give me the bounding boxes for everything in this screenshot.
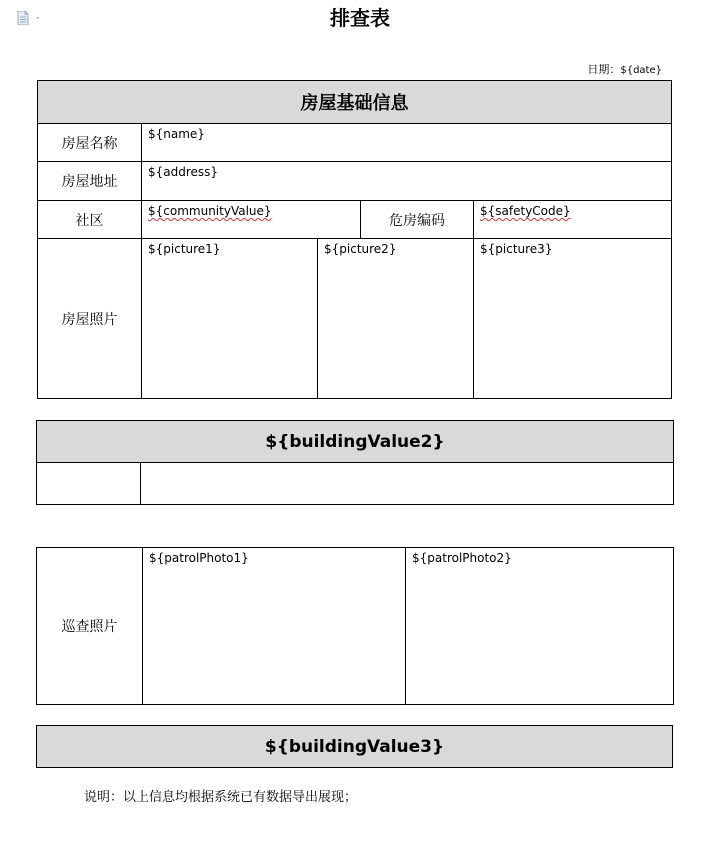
picture1-value: ${picture1} [148, 242, 221, 256]
picture2-cell[interactable] [318, 239, 474, 399]
footnote: 说明：以上信息均根据系统已有数据导出展现； [84, 790, 358, 805]
building2-header: ${buildingValue2} [37, 421, 674, 463]
patrol-photo-label: 巡查照片 [37, 548, 143, 705]
safety-code-label: 危房编码 [361, 201, 474, 239]
patrol-photo-table [36, 547, 674, 705]
page-title: 排查表 [330, 6, 390, 30]
safety-code-value: ${safetyCode} [480, 204, 571, 218]
picture1-cell[interactable] [142, 239, 318, 399]
safety-code-cell[interactable] [474, 201, 672, 239]
picture3-cell[interactable] [474, 239, 672, 399]
house-address-label: 房屋地址 [38, 162, 142, 201]
date-label: 日期： [587, 63, 621, 76]
house-info-table [37, 80, 672, 399]
picture3-value: ${picture3} [480, 242, 553, 256]
patrol-photo1-cell[interactable] [143, 548, 406, 705]
house-address-value: ${address} [148, 165, 219, 179]
patrol-photo2-value: ${patrolPhoto2} [412, 551, 512, 565]
community-value: ${communityValue} [148, 204, 272, 218]
building2-table [36, 420, 674, 505]
community-label: 社区 [38, 201, 142, 239]
house-name-label: 房屋名称 [38, 124, 142, 162]
house-photo-label: 房屋照片 [38, 239, 142, 399]
house-name-value: ${name} [148, 127, 205, 141]
house-name-cell[interactable] [142, 124, 672, 162]
patrol-photo1-value: ${patrolPhoto1} [149, 551, 249, 565]
picture2-value: ${picture2} [324, 242, 397, 256]
date-value: ${date} [620, 65, 662, 76]
patrol-photo2-cell[interactable] [406, 548, 674, 705]
date-row [587, 63, 662, 78]
house-address-cell[interactable] [142, 162, 672, 201]
house-info-header: 房屋基础信息 [38, 81, 672, 124]
building2-label-cell[interactable] [37, 463, 141, 505]
building3-header: ${buildingValue3} [37, 726, 673, 768]
building2-value-cell[interactable] [141, 463, 674, 505]
community-cell[interactable] [142, 201, 361, 239]
building3-table [36, 725, 673, 768]
